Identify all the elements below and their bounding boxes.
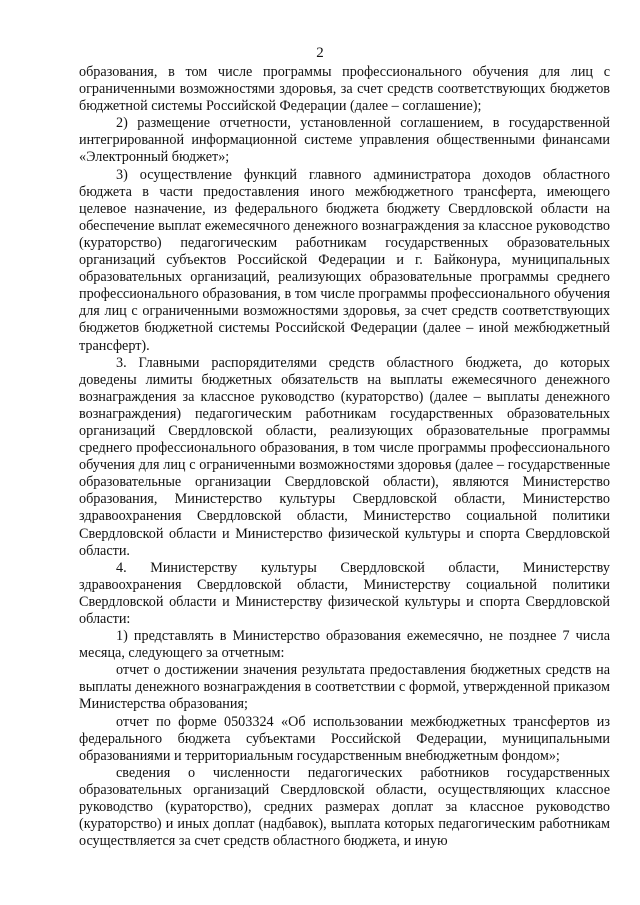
- paragraph-report-form: отчет по форме 0503324 «Об использовании межбюджетных трансфертов из федерального бюджета субъектами Российской Федерации, муниципальными образованиями и территориальным государственным внебюджетным фондом»;: [79, 713, 610, 764]
- paragraph-section-3: 3. Главными распорядителями средств областного бюджета, до которых доведены лимиты бюджетных обязательств на выплаты ежемесячного денежного вознаграждения за классное руководство (кураторство) (далее – выплаты денежного вознаграждения) педагогическим работникам государственных образовательных организаций Свердловской области, реализующих образовательные программы среднего профессионального образования, в том числе программы профессионального обучения для лиц с ограниченными возможностями здоровья (далее – государственные образовательные организации Свердловской области), являются Министерство образования, Министерство культуры Свердловской области, Министерство здравоохранения Свердловской области, Министерство социальной политики Свердловской области и Министерство физической культуры и спорта Свердловской области.: [79, 354, 610, 559]
- paragraph-item-2: 2) размещение отчетности, установленной соглашением, в государственной интегрированной информационной системе управления общественными финансами «Электронный бюджет»;: [79, 115, 610, 166]
- document-body: [79, 64, 610, 850]
- paragraph-section-4: 4. Министерству культуры Свердловской области, Министерству здравоохранения Свердловской области, Министерству социальной политики Свердловской области и Министерству физической культуры и спорта Свердловской области:: [79, 559, 610, 627]
- paragraph-continuation: образования, в том числе программы профессионального обучения для лиц с ограниченными возможностями здоровья, за счет средств соответствующих бюджетов бюджетной системы Российской Федерации (далее – соглашение);: [79, 64, 610, 115]
- paragraph-staff-info: сведения о численности педагогических работников государственных образовательных организаций Свердловской области, осуществляющих классное руководство (кураторство), средних размерах доплат за классное руководство (кураторство) и иных доплат (надбавок), выплата которых педагогическим работникам осуществляется за счет средств областного бюджета, и иную: [79, 764, 610, 850]
- page-number: 2: [316, 45, 324, 61]
- paragraph-item-3: 3) осуществление функций главного администратора доходов областного бюджета в части предоставления иного межбюджетного трансферта, имеющего целевое назначение, из федерального бюджета бюджету Свердловской области на обеспечение выплат ежемесячного денежного вознаграждения за классное руководство (кураторство) педагогическим работникам государственных образовательных организаций субъектов Российской Федерации и г. Байконура, муниципальных образовательных организаций, реализующих образовательные программы среднего профессионального образования, в том числе программы профессионального обучения для лиц с ограниченными возможностями здоровья, за счет средств соответствующих бюджетов бюджетной системы Российской Федерации (далее – иной межбюджетный трансферт).: [79, 166, 610, 354]
- paragraph-subitem-1: 1) представлять в Министерство образования ежемесячно, не позднее 7 числа месяца, следующего за отчетным:: [79, 628, 610, 662]
- paragraph-report-result: отчет о достижении значения результата предоставления бюджетных средств на выплаты денежного вознаграждения в соответствии с формой, утвержденной приказом Министерства образования;: [79, 662, 610, 713]
